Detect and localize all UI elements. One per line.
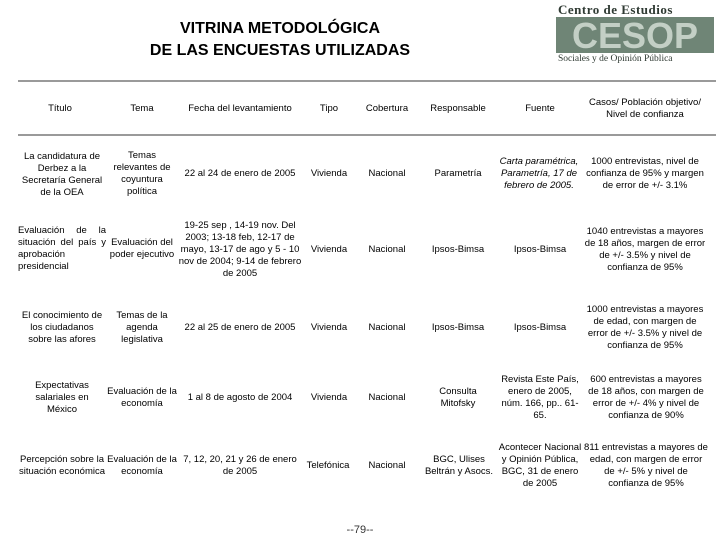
row1-cobertura: Nacional [368,168,406,179]
header-titulo: Título [48,103,72,114]
row1-responsable: Parametría [434,168,482,179]
row2-tipo: Vivienda [310,244,348,255]
page-title [100,18,460,62]
row5-cobertura: Nacional [368,460,406,471]
row3-tipo: Vivienda [310,322,348,333]
row5-tema: Evaluación de la economía [107,454,177,477]
header-cobertura: Cobertura [365,103,409,114]
page-number: --79-- [346,524,374,536]
row5-titulo: Percepción sobre la situación económica [18,454,106,477]
row3-responsable: Ipsos-Bimsa [431,322,485,333]
header-fuente: Fuente [525,103,555,114]
header-tipo: Tipo [319,103,339,114]
row5-casos: 811 entrevistas a mayores de edad, con margen de error de +/- 5% y nivel de confianza de 95% [584,442,708,489]
row3-cobertura: Nacional [368,322,406,333]
cesop-logo [556,2,716,68]
row5-fecha: 7, 12, 20, 21 y 26 de enero de 2005 [183,454,297,477]
header-tema: Tema [130,103,154,114]
logo-mark-text: CESOP [571,17,699,53]
row2-responsable: Ipsos-Bimsa [431,244,485,255]
row4-casos: 600 entrevistas a mayores de 18 años, con margen de error de +/- 4% y nivel de confianza de 90% [588,374,704,421]
row4-tipo: Vivienda [310,392,348,403]
row1-casos: 1000 entrevistas, nivel de confianza de 95% y margen de error de +/- 3.1% [586,156,704,191]
row1-tema: Temas relevantes de coyuntura política [113,150,171,197]
row4-cobertura: Nacional [368,392,406,403]
row3-tema: Temas de la agenda legislativa [116,310,168,345]
row2-tema: Evaluación del poder ejecutivo [109,237,175,260]
row4-tema: Evaluación de la economía [107,386,177,409]
row2-fecha: 19-25 sep , 14-19 nov. Del 2003; 13-18 feb, 12-17 de mayo, 13-17 de ago y 5 - 10 nov de 2004; 9-14 de febrero de 2005 [178,220,302,279]
row5-tipo: Telefónica [306,460,350,471]
row3-titulo: El conocimiento de los ciudadanos sobre las afores [21,310,103,345]
row2-titulo: Evaluación de la situación del país y aprobación presidencial [18,225,106,272]
row2-cobertura: Nacional [368,244,406,255]
cesop-logo-mark [556,17,714,53]
row4-fuente: Revista Este País, enero de 2005, núm. 166, pp.. 61-65. [501,374,579,421]
row2-casos: 1040 entrevistas a mayores de 18 años, margen de error de +/- 3.5% y nivel de confianza de 95% [584,226,706,273]
row4-fecha: 1 al 8 de agosto de 2004 [187,392,293,403]
row3-fuente: Ipsos-Bimsa [513,322,567,333]
logo-bottom-text: Sociales y de Opinión Pública [558,54,673,64]
row5-fuente: Acontecer Nacional y Opinión Pública, BGC, 31 de enero de 2005 [498,442,582,489]
logo-top-text: Centro de Estudios [558,2,673,17]
row3-casos: 1000 entrevistas a mayores de edad, con margen de error de +/- 3.5% y nivel de confianza de 95% [586,304,704,351]
row1-fecha: 22 al 24 de enero de 2005 [184,168,296,179]
header-casos: Casos/ Población objetivo/ Nivel de confianza [589,97,701,120]
row1-titulo: La candidatura de Derbez a la Secretaría General de la OEA [21,151,103,198]
header-bottom-rule [18,134,716,136]
row3-fecha: 22 al 25 de enero de 2005 [184,322,296,333]
row1-tipo: Vivienda [310,168,348,179]
row1-fuente: Carta paramétrica, Parametría, 17 de febrero de 2005. [499,156,579,191]
title-line-2: DE LAS ENCUESTAS UTILIZADAS [149,42,411,59]
header-responsable: Responsable [430,103,486,114]
row4-titulo: Expectativas salariales en México [35,380,89,415]
header-top-rule [18,80,716,82]
row5-responsable: BGC, Ulises Beltrán y Asocs. [424,454,494,477]
row2-fuente: Ipsos-Bimsa [513,244,567,255]
header-fecha: Fecha del levantamiento [188,103,292,114]
row4-responsable: Consulta Mitofsky [439,386,477,409]
title-line-1: VITRINA METODOLÓGICA [180,20,380,37]
